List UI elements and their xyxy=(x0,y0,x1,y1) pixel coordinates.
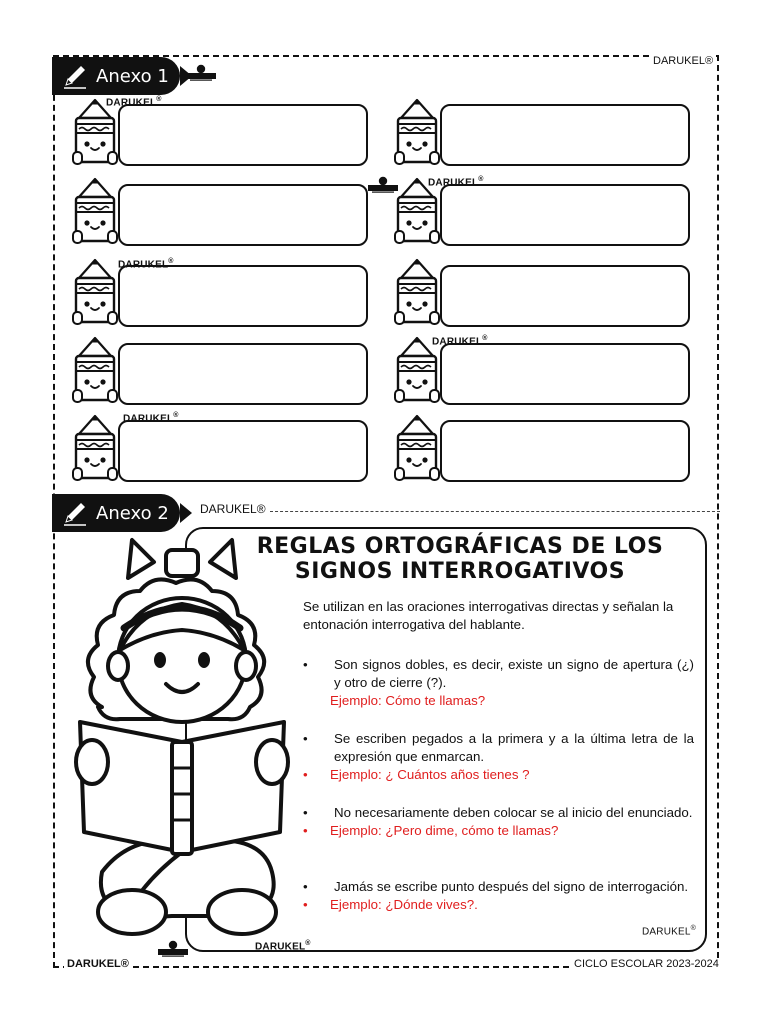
pencil-icon xyxy=(60,61,90,91)
bullet: • xyxy=(303,731,308,746)
rules-intro: Se utilizan en las oraciones interrogativas directas y señalan la entonación interrogativa del hablante. xyxy=(303,599,674,632)
watermark: DARUKEL® xyxy=(106,96,162,109)
rule-item xyxy=(303,804,694,840)
watermark: DARUKEL® xyxy=(428,176,484,189)
write-box-3[interactable] xyxy=(118,265,368,327)
crayon-icon xyxy=(70,414,120,482)
pencil-icon xyxy=(60,498,90,528)
section-divider xyxy=(270,511,720,512)
annex2-brand: DARUKEL® xyxy=(196,502,270,516)
annex2-label: Anexo 2 xyxy=(96,502,169,524)
rules-title xyxy=(240,534,680,584)
rule-example: • Ejemplo: ¿Dónde vives?. xyxy=(303,897,478,912)
watermark: DARUKEL® xyxy=(118,258,174,271)
rule-example: • Ejemplo: ¿ Cuántos años tienes ? xyxy=(303,767,530,782)
rule-text: Son signos dobles, es decir, existe un signo de apertura (¿) y otro de cierre (?). xyxy=(334,657,694,690)
bullet: • xyxy=(303,823,308,838)
rule-example: Ejemplo: Cómo te llamas? xyxy=(330,693,486,708)
annex1-tab xyxy=(52,57,180,95)
watermark: DARUKEL® xyxy=(255,940,311,953)
bullet: • xyxy=(303,897,308,912)
crayon-icon xyxy=(392,258,442,326)
annex1-label: Anexo 1 xyxy=(96,65,169,87)
write-box-4[interactable] xyxy=(118,343,368,405)
bullet: • xyxy=(303,805,308,820)
watermark: DARUKEL® xyxy=(432,335,488,348)
watermark: DARUKEL® xyxy=(123,412,179,425)
write-box-6[interactable] xyxy=(440,104,690,166)
annex2-tab xyxy=(52,494,180,532)
write-box-7[interactable] xyxy=(440,184,690,246)
rules-title-line1: REGLAS ORTOGRÁFICAS DE LOS xyxy=(256,534,664,559)
crayon-icon xyxy=(392,98,442,166)
crayon-icon xyxy=(392,414,442,482)
write-box-9[interactable] xyxy=(440,343,690,405)
darukel-logo xyxy=(156,940,190,958)
bullet: • xyxy=(303,657,308,672)
rule-item xyxy=(303,730,694,784)
rule-item xyxy=(303,878,694,914)
write-box-2[interactable] xyxy=(118,184,368,246)
crayon-icon xyxy=(70,258,120,326)
brand-top-right: DARUKEL® xyxy=(650,55,716,67)
footer-school-year: CICLO ESCOLAR 2023-2024 xyxy=(574,958,719,970)
crayon-icon xyxy=(70,336,120,404)
write-box-8[interactable] xyxy=(440,265,690,327)
rule-text: Se escriben pegados a la primera y a la última letra de la expresión que enmarcan. xyxy=(334,731,694,764)
darukel-logo xyxy=(366,176,400,194)
darukel-logo xyxy=(184,64,218,82)
write-box-10[interactable] xyxy=(440,420,690,482)
rule-text: Jamás se escribe punto después del signo de interrogación. xyxy=(334,879,689,894)
rule-example: • Ejemplo: ¿Pero dime, cómo te llamas? xyxy=(303,823,559,838)
watermark: DARUKEL® xyxy=(642,925,696,938)
write-box-1[interactable] xyxy=(118,104,368,166)
rule-text: No necesariamente deben colocar se al inicio del enunciado. xyxy=(334,805,693,820)
girl-reading-illustration xyxy=(62,532,302,952)
rules-title-line2: SIGNOS INTERROGATIVOS xyxy=(294,559,626,584)
crayon-icon xyxy=(70,177,120,245)
bullet: • xyxy=(303,879,308,894)
write-box-5[interactable] xyxy=(118,420,368,482)
footer-brand: DARUKEL® xyxy=(64,958,132,970)
rule-item xyxy=(303,656,694,710)
bullet: • xyxy=(303,767,308,782)
